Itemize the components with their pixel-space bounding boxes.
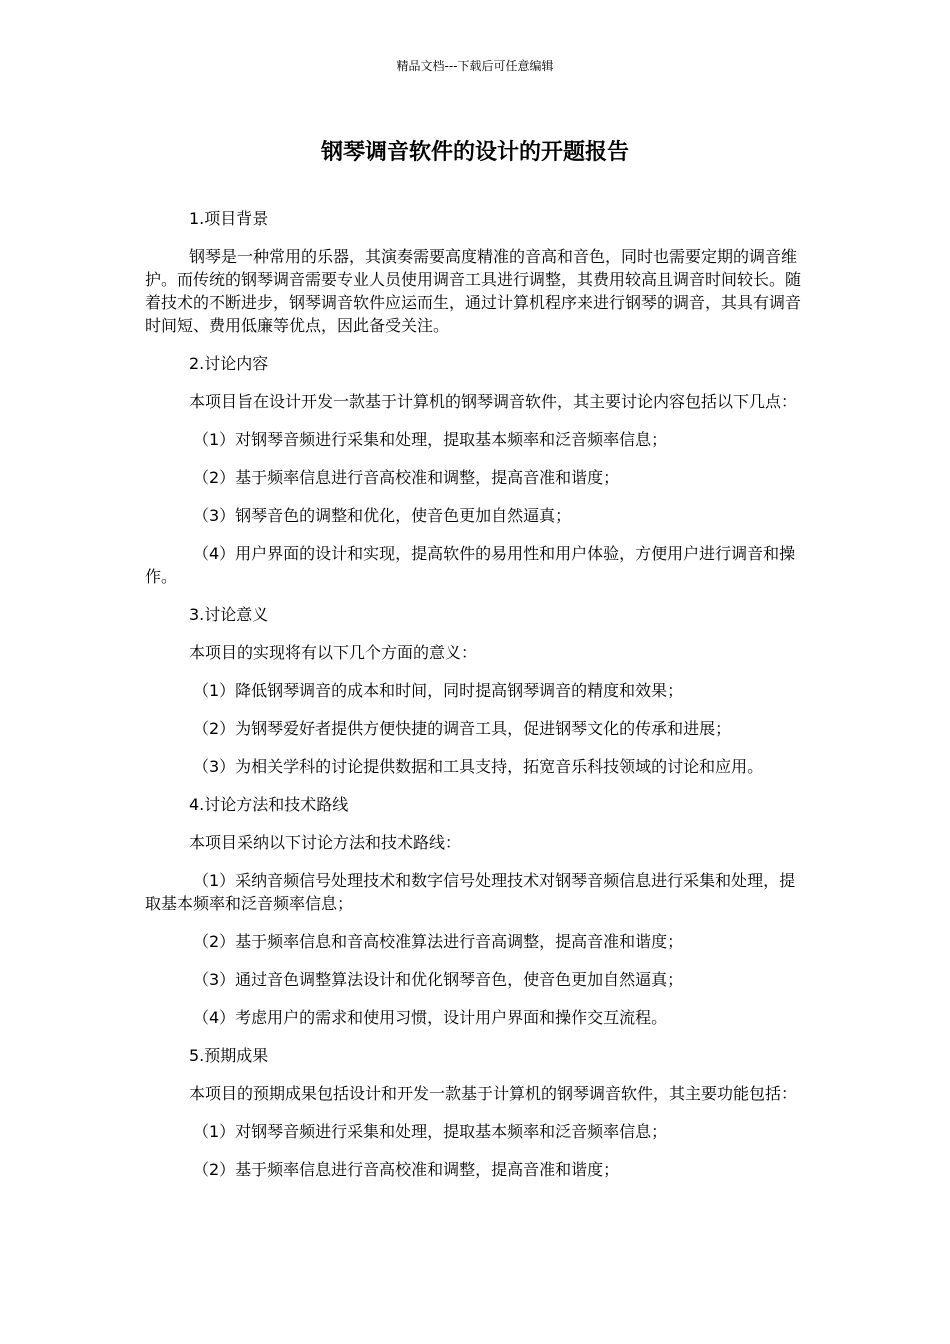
- list-item: （3）为相关学科的讨论提供数据和工具支持，拓宽音乐科技领域的讨论和应用。: [193, 757, 764, 776]
- paragraph: 本项目的预期成果包括设计和开发一款基于计算机的钢琴调音软件，其主要功能包括：: [189, 1084, 798, 1103]
- list-item: （2）基于频率信息进行音高校准和调整，提高音准和谐度；: [193, 468, 620, 487]
- section-heading: 1.项目背景: [189, 209, 269, 228]
- document-title: 钢琴调音软件的设计的开题报告: [320, 140, 629, 165]
- section-heading: 4.讨论方法和技术路线: [189, 795, 349, 814]
- paragraph: 本项目的实现将有以下几个方面的意义：: [189, 643, 478, 662]
- section-heading: 3.讨论意义: [189, 605, 269, 624]
- page-header: 精品文档---下载后可任意编辑: [396, 59, 554, 73]
- list-item: （1）对钢琴音频进行采集和处理，提取基本频率和泛音频率信息；: [193, 430, 668, 449]
- document-body: [145, 207, 811, 1196]
- list-item: （3）钢琴音色的调整和优化，使音色更加自然逼真；: [193, 506, 572, 525]
- paragraph: 本项目旨在设计开发一款基于计算机的钢琴调音软件，其主要讨论内容包括以下几点：: [189, 392, 798, 411]
- list-item: （2）基于频率信息和音高校准算法进行音高调整，提高音准和谐度；: [193, 932, 684, 951]
- section-heading: 5.预期成果: [189, 1046, 269, 1065]
- list-item: （3）通过音色调整算法设计和优化钢琴音色，使音色更加自然逼真；: [193, 970, 684, 989]
- list-item: （4）用户界面的设计和实现，提高软件的易用性和用户体验，方便用户进行调音和操作。: [145, 544, 796, 586]
- list-item: （1）对钢琴音频进行采集和处理，提取基本频率和泛音频率信息；: [193, 1122, 668, 1141]
- list-item: （1）采纳音频信号处理技术和数字信号处理技术对钢琴音频信息进行采集和处理，提取基本频率和泛音频率信息；: [145, 871, 796, 913]
- list-item: （1）降低钢琴调音的成本和时间，同时提高钢琴调音的精度和效果；: [193, 681, 684, 700]
- paragraph: 钢琴是一种常用的乐器，其演奏需要高度精准的音高和音色，同时也需要定期的调音维护。而传统的钢琴调音需要专业人员使用调音工具进行调整，其费用较高且调音时间较长。随着技术的不断进步，钢琴调音软件应运而生，通过计算机程序来进行钢琴的调音，其具有调音时间短、费用低廉等优点，因此备受关注。: [145, 247, 802, 335]
- section-heading: 2.讨论内容: [189, 354, 269, 373]
- list-item: （2）为钢琴爱好者提供方便快捷的调音工具，促进钢琴文化的传承和进展；: [193, 719, 732, 738]
- paragraph: 本项目采纳以下讨论方法和技术路线：: [189, 833, 462, 852]
- list-item: （2）基于频率信息进行音高校准和调整，提高音准和谐度；: [193, 1160, 620, 1179]
- list-item: （4）考虑用户的需求和使用习惯，设计用户界面和操作交互流程。: [193, 1008, 668, 1027]
